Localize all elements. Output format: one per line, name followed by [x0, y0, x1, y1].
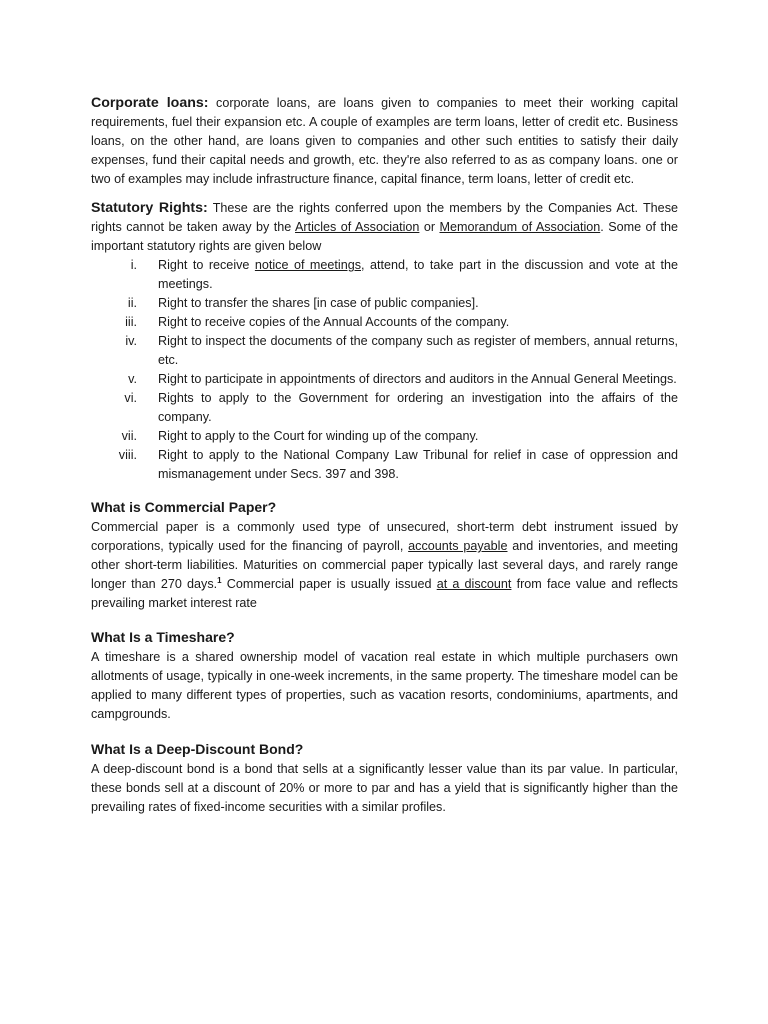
- list-item-text: Right to inspect the documents of the company such as register of members, annual returns, etc.: [158, 334, 678, 367]
- list-item-text: Right to transfer the shares [in case of public companies].: [158, 296, 479, 310]
- list-item: [91, 370, 678, 389]
- list-item-text: Rights to apply to the Government for ordering an investigation into the affairs of the company.: [158, 391, 678, 424]
- list-item: [91, 332, 678, 370]
- deep-discount-bond-paragraph: A deep-discount bond is a bond that sells at a significantly lesser value than its par value. In particular, these bonds sell at a discount of 20% or more to par and has a yield that is significantly higher than the prevailing rates of fixed-income securities with a similar profiles.: [91, 762, 678, 814]
- articles-of-association-link[interactable]: Articles of Association: [295, 220, 420, 234]
- commercial-paper-paragraph: [91, 518, 678, 613]
- list-item-text: Right to apply to the National Company Law Tribunal for relief in case of oppression and mismanagement under Secs. 397 and 398.: [158, 448, 678, 481]
- list-item-number: i.: [130, 258, 137, 272]
- list-item-number: viii.: [118, 448, 137, 462]
- commercial-paper-text-c: Commercial paper is usually issued: [221, 577, 437, 591]
- list-item-text: Right to receive copies of the Annual Accounts of the company.: [158, 315, 510, 329]
- commercial-paper-text-d: from face value and reflects prevailing market interest rate: [91, 577, 678, 610]
- statutory-rights-paragraph: [91, 199, 678, 256]
- list-item: [91, 313, 678, 332]
- list-item: [91, 256, 678, 294]
- list-item-number: iv.: [125, 334, 137, 348]
- commercial-paper-text-a: Commercial paper is a commonly used type of unsecured, short-term debt instrument issued by corporations, typically used for the financing of payroll,: [91, 520, 678, 553]
- accounts-payable-link[interactable]: accounts payable: [408, 539, 508, 553]
- timeshare-paragraph: A timeshare is a shared ownership model of vacation real estate in which multiple purchasers own allotments of usage, typically in one-week increments, in the same property. The timeshare model can be applied to many different types of properties, such as vacation resorts, condominiums, apartments, and campgrounds.: [91, 650, 678, 721]
- list-item-text: Right to apply to the Court for winding up of the company.: [158, 429, 479, 443]
- list-item-text: , attend, to take part in the discussion and vote at the meetings.: [158, 258, 678, 291]
- statutory-rights-list: [91, 256, 678, 484]
- timeshare-heading: What Is a Timeshare?: [91, 629, 235, 645]
- list-item-number: vii.: [121, 429, 137, 443]
- statutory-rights-text-c: . Some of the important statutory rights are given below: [91, 220, 678, 253]
- list-item: [91, 294, 678, 313]
- list-item-number: iii.: [125, 315, 137, 329]
- list-item-number: v.: [128, 372, 137, 386]
- statutory-rights-text-b: or: [419, 220, 440, 234]
- memorandum-of-association-link[interactable]: Memorandum of Association: [439, 220, 601, 234]
- notice-of-meetings-link[interactable]: notice of meetings: [254, 258, 361, 272]
- deep-discount-bond-heading: What Is a Deep-Discount Bond?: [91, 741, 304, 757]
- corporate-loans-lead: Corporate loans:: [91, 95, 209, 111]
- list-item-number: ii.: [127, 296, 137, 310]
- list-item: [91, 427, 678, 446]
- document-page: [91, 94, 678, 817]
- footnote-marker[interactable]: 1: [217, 575, 222, 585]
- corporate-loans-paragraph: [91, 94, 678, 189]
- commercial-paper-text-b: and inventories, and meeting other short-term liabilities. Maturities on commercial paper typically last several days, and rarely range longer than 270 days.: [91, 539, 678, 591]
- list-item-number: vi.: [124, 391, 137, 405]
- list-item: [91, 389, 678, 427]
- list-item-text: Right to participate in appointments of directors and auditors in the Annual General Meetings.: [158, 372, 677, 386]
- corporate-loans-text: corporate loans, are loans given to companies to meet their working capital requirements, fuel their expansion etc. A couple of examples are term loans, letter of credit etc. Business loans, on the other hand, are loans given to companies and other such entities to satisfy their daily expenses, fund their capital needs and growth, etc. they're also referred to as as company loans. one or two of examples may include infrastructure finance, capital finance, term loans, letter of credit etc.: [91, 96, 679, 186]
- statutory-rights-text-a: These are the rights conferred upon the members by the Companies Act. These rights cannot be taken away by the: [91, 201, 678, 234]
- statutory-rights-lead: Statutory Rights:: [91, 200, 208, 216]
- at-a-discount-link[interactable]: at a discount: [436, 577, 512, 591]
- commercial-paper-heading: What is Commercial Paper?: [91, 499, 277, 515]
- list-item-text: Right to receive: [158, 258, 255, 272]
- list-item: [91, 446, 678, 484]
